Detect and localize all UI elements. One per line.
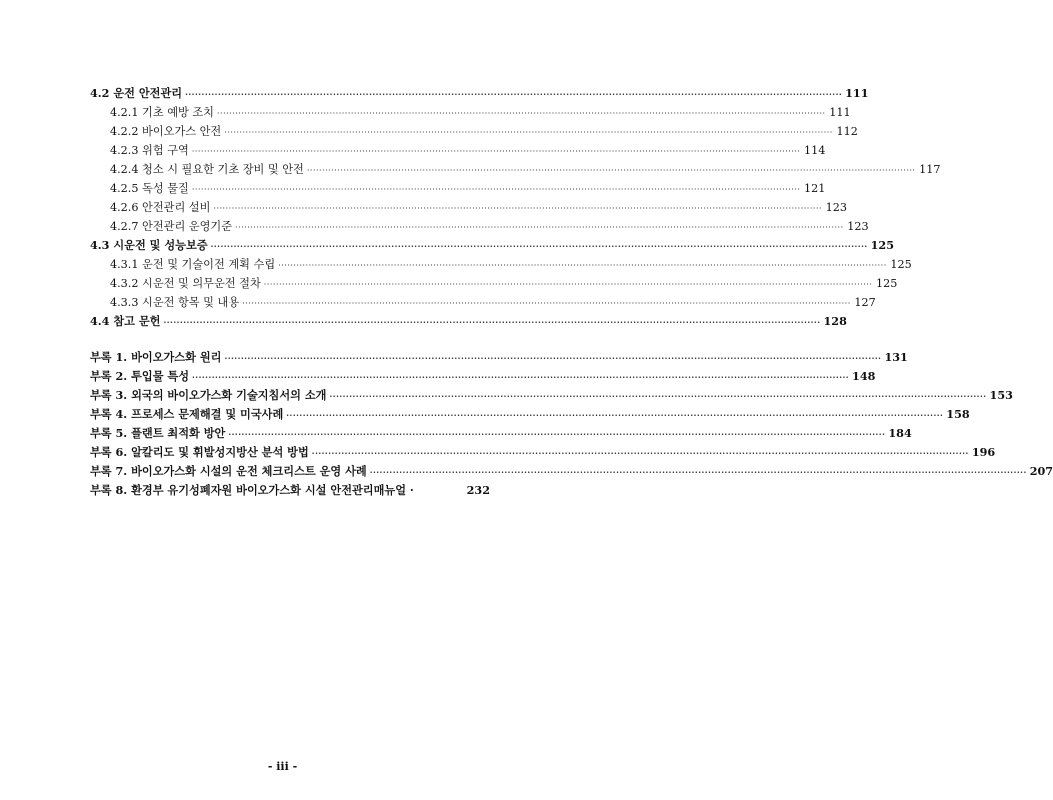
toc-sections (90, 84, 941, 331)
toc-entry-page: 111 (829, 106, 851, 119)
toc-entry-page: 232 (466, 483, 490, 497)
toc-leader-dots: ········································································································································································································ (286, 410, 944, 420)
toc-entry-page: 127 (854, 296, 876, 309)
toc-entry-title: 부록 8. 환경부 유기성폐자원 바이오가스화 시설 안전관리매뉴얼 · (90, 483, 414, 497)
table-of-contents (90, 84, 1053, 500)
toc-entry-page: 117 (919, 163, 941, 176)
toc-entry-title: 4.3.1 운전 및 기술이전 계획 수립 (110, 258, 276, 271)
toc-entry-page: 125 (890, 258, 912, 271)
toc-entry-page: 123 (825, 201, 848, 214)
toc-leader-dots: ········································································································································································································ (228, 429, 886, 439)
toc-entry-title: 부록 2. 투입물 특성 (90, 369, 190, 383)
toc-entry-title: 4.2 운전 안전관리 (90, 86, 183, 100)
toc-entry-title: 4.2.2 바이오가스 안전 (110, 125, 222, 138)
toc-leader-dots: ········································································································································································································ (210, 241, 868, 251)
toc-leader-dots: ········································································································································································································ (278, 261, 887, 270)
toc-entry[interactable] (90, 386, 1013, 405)
toc-entry[interactable] (90, 160, 941, 179)
toc-entry[interactable] (90, 179, 826, 198)
toc-entry-page: 131 (884, 350, 908, 364)
toc-leader-dots: ········································································································································································································ (329, 391, 987, 401)
toc-entry-title: 4.2.4 청소 시 필요한 기초 장비 및 안전 (110, 163, 304, 176)
toc-entry[interactable] (90, 462, 1053, 481)
toc-entry-page: 114 (804, 144, 826, 157)
toc-entry[interactable] (90, 84, 869, 103)
toc-entry-title: 부록 4. 프로세스 문제해결 및 미국사례 (90, 407, 284, 421)
toc-entry-title: 4.2.1 기초 예방 조치 (110, 106, 214, 119)
toc-leader-dots: ········································································································································································································ (224, 353, 882, 363)
page-number: - iii - (267, 760, 298, 773)
toc-entry[interactable] (90, 198, 848, 217)
toc-entry-page: 184 (888, 426, 912, 440)
toc-entry-title: 부록 1. 바이오가스화 원리 (90, 350, 222, 364)
toc-entry-title: 4.3.2 시운전 및 의무운전 절차 (110, 277, 261, 290)
toc-appendices (90, 348, 1053, 500)
toc-entry-page: 125 (870, 238, 894, 252)
toc-entry[interactable] (90, 443, 996, 462)
toc-entry[interactable] (90, 141, 826, 160)
toc-leader-dots: ········································································································································································································ (216, 109, 826, 118)
toc-entry-page: 207 (1029, 464, 1053, 478)
toc-entry-title: 4.2.5 독성 물질 (110, 182, 189, 195)
toc-entry-page: 112 (836, 125, 858, 138)
toc-leader-dots: ········································································································································································································ (235, 223, 844, 232)
toc-entry-title: 4.2.7 안전관리 운영기준 (110, 220, 233, 233)
toc-leader-dots: ········································································································································································································ (163, 317, 821, 327)
toc-entry-title: 부록 5. 플랜트 최적화 방안 (90, 426, 226, 440)
toc-entry-page: 123 (847, 220, 869, 233)
toc-leader-dots: ········································································································································································································ (263, 280, 873, 289)
toc-entry[interactable] (90, 236, 894, 255)
toc-entry[interactable] (90, 348, 908, 367)
toc-leader-dots: ········································································································································································································ (369, 467, 1027, 477)
toc-leader-dots: ········································································································································································································ (191, 147, 801, 156)
toc-entry-title: 부록 7. 바이오가스화 시설의 운전 체크리스트 운영 사례 (90, 464, 367, 478)
toc-gap (90, 331, 490, 348)
toc-entry-title: 4.3 시운전 및 성능보증 (90, 238, 208, 252)
toc-entry[interactable] (90, 255, 912, 274)
toc-entry[interactable] (90, 481, 490, 500)
toc-entry[interactable] (90, 274, 898, 293)
toc-entry[interactable] (90, 122, 858, 141)
toc-leader-dots: ········································································································································································································ (306, 166, 916, 175)
toc-entry[interactable] (90, 424, 912, 443)
toc-entry-title: 4.4 참고 문헌 (90, 314, 161, 328)
toc-entry-title: 부록 6. 알칼리도 및 휘발성지방산 분석 방법 (90, 445, 309, 459)
toc-entry-page: 125 (876, 277, 898, 290)
toc-leader-dots: ········································································································································································································ (185, 89, 843, 99)
toc-entry[interactable] (90, 293, 876, 312)
toc-entry-title: 부록 3. 외국의 바이오가스화 기술지침서의 소개 (90, 388, 327, 402)
toc-entry-page: 148 (852, 369, 876, 383)
toc-leader-dots: ········································································································································································································ (192, 372, 850, 382)
toc-entry-page: 158 (946, 407, 970, 421)
toc-leader-dots: ········································································································································································································ (213, 204, 823, 213)
toc-entry[interactable] (90, 217, 869, 236)
toc-entry[interactable] (90, 312, 847, 331)
toc-leader-dots: ········································································································································································································ (311, 448, 969, 458)
toc-entry[interactable] (90, 405, 970, 424)
toc-leader-dots: ········································································································································································································ (224, 128, 833, 137)
toc-leader-dots: ········································································································································································································ (191, 185, 801, 194)
toc-entry-page: 153 (989, 388, 1013, 402)
toc-entry[interactable] (90, 103, 851, 122)
toc-entry-page: 128 (823, 314, 847, 328)
toc-entry[interactable] (90, 367, 876, 386)
toc-entry-page: 196 (971, 445, 996, 459)
toc-entry-title: 4.2.6 안전관리 설비 (110, 201, 211, 214)
toc-entry-page: 111 (845, 86, 869, 100)
toc-entry-title: 4.3.3 시운전 항목 및 내용 (110, 296, 240, 309)
toc-leader-dots: ········································································································································································································ (242, 299, 851, 308)
toc-entry-title: 4.2.3 위험 구역 (110, 144, 189, 157)
toc-entry-page: 121 (804, 182, 826, 195)
